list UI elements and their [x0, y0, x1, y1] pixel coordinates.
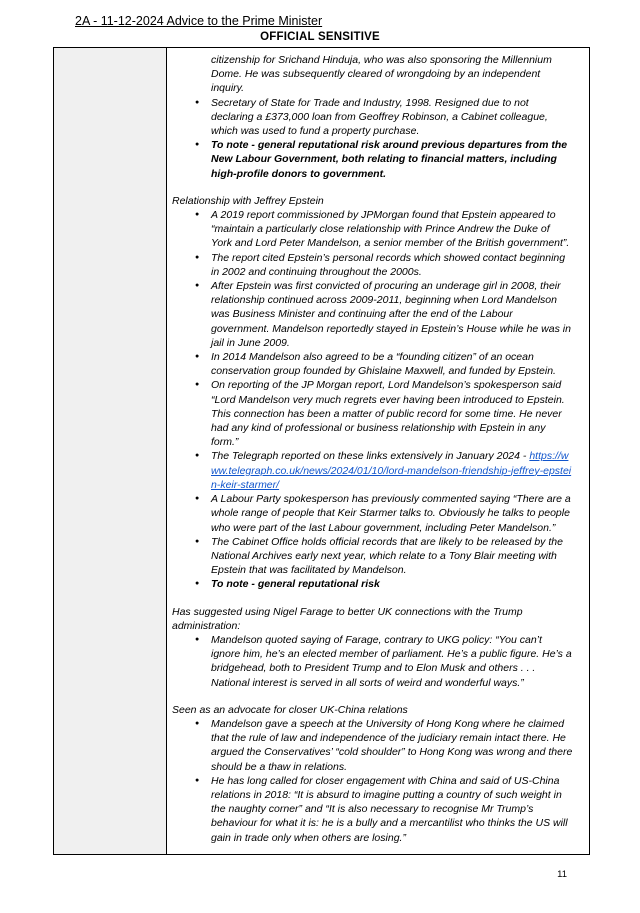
text-run: On reporting of the JP Morgan report, Lord Mandelson’s spokesperson said “Lord Mandelson very much regrets ever having been introduced to Epstein. This connection has been a matter of public record for some time. He never had any kind of professional or business relationship with Epstein in any form.”	[211, 379, 565, 449]
document-body	[167, 48, 589, 854]
bullet-item	[195, 449, 573, 492]
bullet-item	[195, 717, 573, 774]
bullet-icon: ●	[195, 719, 200, 727]
table-left-cell	[54, 48, 167, 854]
paragraph-gap	[172, 181, 573, 194]
advice-table	[53, 47, 590, 855]
paragraph-gap	[172, 690, 573, 703]
heading-text: Relationship with Jeffrey Epstein	[172, 194, 324, 207]
text-run: He has long called for closer engagement with China and said of US-China relations in 2018: “It is absurd to imagine putting a country of such weight in the naughty corner” and “It is also necessary to recognise Mr Trump’s behaviour for what it is: he is a bully and a mercantilist who thinks the US will gain in trade only when others are losing.”	[211, 774, 568, 844]
bullet-icon: ●	[195, 282, 200, 290]
bullet-icon: ●	[195, 353, 200, 361]
section-heading	[172, 194, 573, 208]
bullet-icon: ●	[195, 495, 200, 503]
bullet-item	[195, 279, 573, 350]
bullet-icon: ●	[195, 452, 200, 460]
bullet-icon: ●	[195, 98, 200, 106]
bullet-item	[195, 774, 573, 845]
bullet-item	[195, 378, 573, 449]
bullet-item	[195, 96, 573, 139]
bullet-icon: ●	[195, 635, 200, 643]
text-run: After Epstein was first convicted of procuring an underage girl in 2008, their relationship continued across 2009-2011, beginning when Lord Mandelson was Business Minister and continuing after the end of the Labour government. Mandelson reportedly stayed in Epstein’s House while he was in jail in June 2009.	[211, 280, 571, 349]
text-run: The Telegraph reported on these links extensively in January 2024 -	[211, 450, 530, 463]
document-title: 2A - 11-12-2024 Advice to the Prime Minister	[75, 14, 323, 28]
text-run: The report cited Epstein’s personal records which showed contact beginning in 2002 and continuing throughout the 2000s.	[211, 251, 566, 278]
heading-text: Seen as an advocate for closer UK-China relations	[172, 703, 408, 716]
text-run: A Labour Party spokesperson has previously commented saying “There are a whole range of people that Keir Starmer talks to. Obviously he talks to people who were part of the last Labour government, including Peter Mandelson.”	[211, 493, 571, 534]
bullet-icon: ●	[195, 381, 200, 389]
section-heading	[172, 605, 573, 633]
telegraph-link[interactable]: https://www.telegraph.co.uk/news/2024/01/10/lord-mandelson-friendship-jeffrey-epstein-keir-starmer/	[211, 450, 572, 491]
text-run: Mandelson gave a speech at the University of Hong Kong where he claimed that the rule of law and independence of the judiciary remain intact there. He argued the Conservatives’ “cold shoulder” to Hong Kong was wrong and there should be a thaw in relations.	[211, 717, 573, 773]
text-run: A 2019 report commissioned by JPMorgan found that Epstein appeared to “maintain a particularly close relationship with Prince Andrew the Duke of York and Lord Peter Mandelson, a senior member of the British government”.	[211, 209, 570, 250]
bullet-item	[195, 535, 573, 578]
text-run: Mandelson quoted saying of Farage, contrary to UKG policy: “You can’t ignore him, he’s an elected member of parliament. He’s a public figure. He’s a bridgehead, both to President Trump and to Elon Musk and others . . . National interest is served in all sorts of weird and wonderful ways.”	[211, 633, 572, 689]
bullet-item	[195, 138, 573, 181]
text-run: citizenship for Srichand Hinduja, who was also sponsoring the Millennium Dome. He was subsequently cleared of wrongdoing by an independent inquiry.	[211, 54, 552, 95]
text-run: To note - general reputational risk around previous departures from the New Labour Government, both relating to financial matters, including high-profile donors to government.	[211, 139, 568, 180]
bullet-item	[195, 633, 573, 690]
body-paragraph	[211, 53, 573, 96]
bullet-icon: ●	[195, 580, 200, 588]
bullet-icon: ●	[195, 141, 200, 149]
text-run: To note - general reputational risk	[211, 578, 380, 591]
bullet-icon: ●	[195, 776, 200, 784]
bullet-item	[195, 251, 573, 279]
bullet-icon: ●	[195, 537, 200, 545]
text-run: Secretary of State for Trade and Industry, 1998. Resigned due to not declaring a £373,000 loan from Geoffrey Robinson, a Cabinet colleague, which was used to fund a property purchase.	[211, 96, 548, 138]
classification-banner: OFFICIAL SENSITIVE	[260, 31, 380, 43]
bullet-icon: ●	[195, 253, 200, 261]
bullet-item	[195, 208, 573, 251]
text-run: In 2014 Mandelson also agreed to be a “founding citizen” of an ocean conservation group founded by Ghislaine Maxwell, and funded by Epstein.	[211, 351, 556, 378]
section-heading	[172, 703, 573, 717]
bullet-icon: ●	[195, 211, 200, 219]
bullet-item	[195, 577, 573, 591]
text-run: The Cabinet Office holds official records that are likely to be released by the National Archives early next year, which relate to a Tony Blair meeting with Epstein that was facilitated by Mandelson.	[211, 535, 563, 577]
bullet-item	[195, 350, 573, 378]
paragraph-gap	[172, 592, 573, 605]
page-number: 11	[557, 869, 567, 880]
bullet-item	[195, 492, 573, 535]
heading-text: Has suggested using Nigel Farage to better UK connections with the Trump administration:	[172, 605, 523, 632]
